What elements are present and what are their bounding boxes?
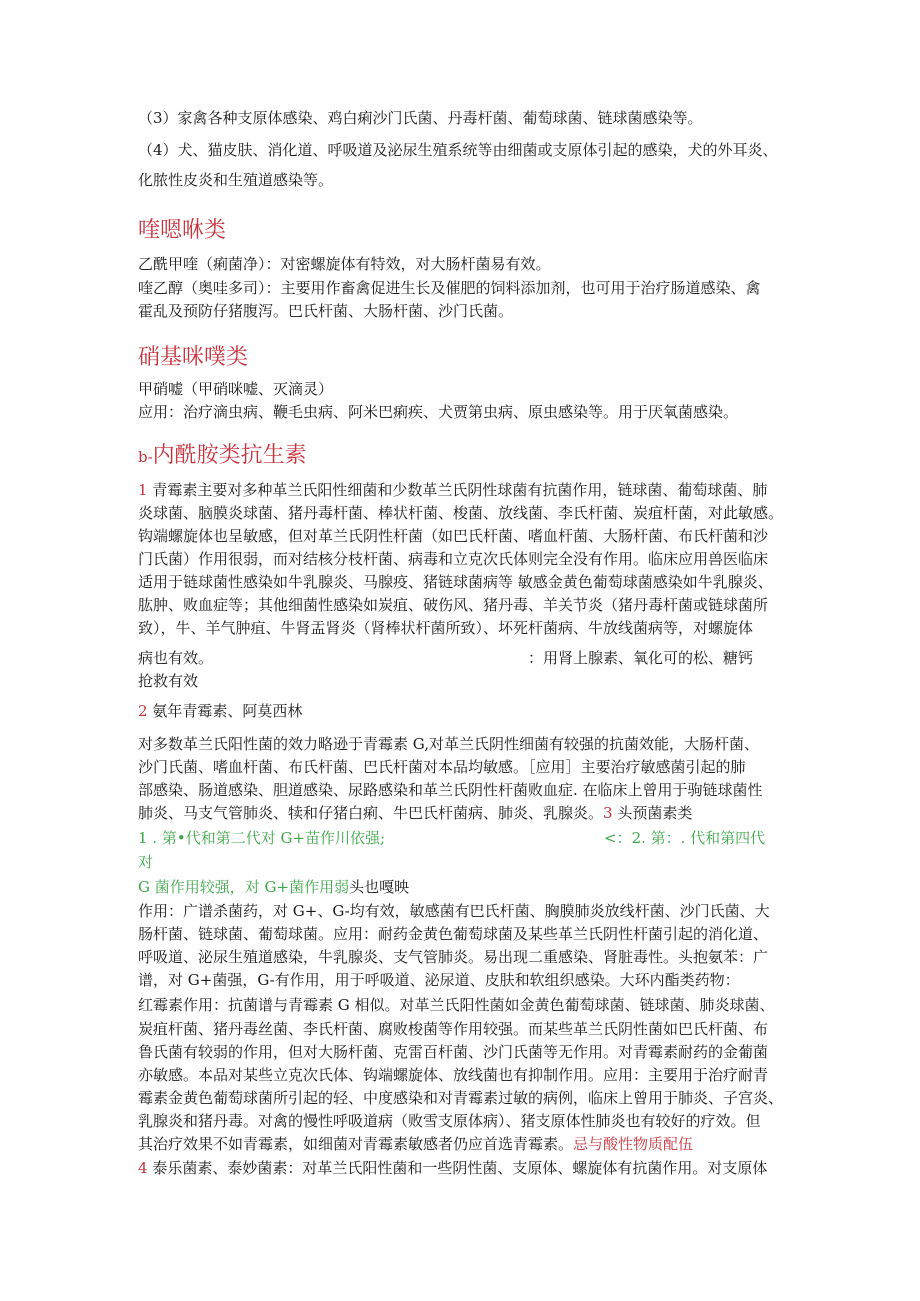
- erythromycin-line-6: 乳腺炎和猪丹毒。对禽的慢性呼吸道病（败雪支原体病）、猪支原体性肺炎也有较好的疗效。但: [138, 1112, 761, 1130]
- penicillin-line-5: 适用于链球菌性感染如牛乳腺炎、马腺疫、猪链球菌病等 敏感金黄色葡萄球菌感染如牛乳腺炎、: [138, 573, 773, 591]
- quinoxaline-line-2: 喹乙醇（奥哇多司）：主要用作畜禽促进生长及催肥的饲料添加剂，也可用于治疗肠道感染、禽: [138, 279, 761, 297]
- generation-line-3: [138, 876, 409, 899]
- warning-text: 忌与酸性物质配伍: [573, 1135, 694, 1153]
- heading-betalactam: [138, 438, 307, 469]
- ampicillin-line-1: 对多数革兰氏阳性菌的效力略逊于青霉素 G,对革兰氏阴性细菌有较强的抗菌效能，大肠杆菌、: [138, 735, 759, 753]
- quinoxaline-line-3: 霍乱及预防仔猪腹泻。巴氏杆菌、大肠杆菌、沙门氏菌。: [138, 302, 514, 320]
- intro-line-4-cont: 化脓性皮炎和生殖道感染等。: [138, 171, 334, 189]
- generation-tail: 头也嘎映: [349, 878, 410, 896]
- ampicillin-line-3: 部感染、肠道感染、胆道感染、尿路感染和革兰氏阴性杆菌败血症. 在临床上曾用于驹链球菌性: [138, 781, 763, 799]
- generation-line-1-right: <：2. 第：. 代和第四代: [604, 829, 766, 847]
- heading-nitroimidazole: 硝基咪噗类: [138, 345, 249, 370]
- penicillin-line-3: 钩端螺旋体也呈敏感，但对革兰氏阴性杆菌（如巴氏杆菌、嗜血杆菌、大肠杆菌、布氏杆菌和沙: [138, 527, 769, 545]
- erythromycin-line-3: 鲁氏菌有较弱的作用，但对大肠杆菌、克雷百杆菌、沙门氏菌等无作用。对青霉素耐药的金葡菌: [138, 1043, 769, 1061]
- ceph-line-3: 呼吸道、泌尿生殖道感染，牛乳腺炎、支气管肺炎。易出现二重感染、肾脏毒性。头抱氨苯：广: [138, 948, 769, 966]
- ceph-line-1: 作用：广谱杀菌药，对 G+、G-均有效，敏感菌有巴氏杆菌、胸膜肺炎放线杆菌、沙门氏菌、大: [138, 902, 770, 920]
- heading-text: 内酰胺类抗生素: [152, 443, 307, 468]
- penicillin-text: 青霉素主要对多种革兰氏阳性细菌和少数革兰氏阴性球菌有抗菌作用，链球菌、葡萄球菌、肺: [152, 481, 768, 499]
- ampicillin-line-2: 沙门氏菌、嗜血杆菌、布氏杆菌、巴氏杆菌对本品均敏感。［应用］主要治疗敏感菌引起的肺: [138, 758, 746, 776]
- erythromycin-line-7: [138, 1133, 693, 1156]
- nitroimidazole-line-2: 应用：治疗滴虫病、鞭毛虫病、阿米巴痢疾、犬贾第虫病、原虫感染等。用于厌氧菌感染。: [138, 403, 739, 421]
- penicillin-line-6: 肱肿、败血症等；其他细菌性感染如炭疽、破伤风、猪丹毒、羊关节炎（猪丹毒杆菌或链球菌所: [138, 596, 769, 614]
- item-number: 3: [603, 804, 613, 822]
- ampicillin-title-text: 氨年青霉素、阿莫西林: [152, 702, 303, 720]
- erythromycin-line-5: 霉素金黄色葡萄球菌所引起的轻、中度感染和对青霉素过敏的病例，临床上曾用于肺炎、子宫炎、: [138, 1089, 784, 1107]
- tylosin-text: 泰乐菌素、泰妙菌素：对革兰氏阳性菌和一些阴性菌、支原体、螺旋体有抗菌作用。对支原体: [152, 1159, 768, 1177]
- penicillin-line-9: 抢救有效: [138, 672, 199, 690]
- penicillin-line-8: 病也有效。: [138, 649, 214, 667]
- heading-quinoxaline: 喹嗯咻类: [138, 218, 227, 243]
- penicillin-line-1: [138, 479, 767, 502]
- penicillin-line-7: 致），牛、羊气肿疽、牛肾盂肾炎（肾棒状杆菌所致）、坏死杆菌病、牛放线菌病等，对螺旋体: [138, 619, 754, 637]
- quinoxaline-line-1: 乙酰甲喹（痢菌净）：对密螺旋体有特效，对大肠杆菌易有效。: [138, 255, 551, 273]
- generation-line-2: 对: [138, 853, 154, 871]
- penicillin-line-4: 门氏菌）作用很弱，而对结核分枝杆菌、病毒和立克次氏体则完全没有作用。临床应用兽医临床: [138, 550, 769, 568]
- cephalosporin-title: 头预菌素类: [617, 804, 693, 822]
- intro-line-4: （4）犬、猫皮肤、消化道、呼吸道及泌尿生殖系统等由细菌或支原体引起的感染，犬的外耳炎、: [138, 141, 778, 159]
- generation-line-1: 1 . 第•代和第二代对 G+苗作川依强;: [138, 829, 386, 847]
- item-number: 1: [138, 481, 148, 499]
- erythromycin-line-2: 炭疽杆菌、猪丹毒丝菌、李氏杆菌、腐败梭菌等作用较强。而某些革兰氏阴性菌如巴氏杆菌、布: [138, 1020, 769, 1038]
- generation-text: G 菌作用较强，对 G+菌作用弱: [138, 878, 350, 896]
- tylosin-line-1: [138, 1157, 767, 1180]
- ampicillin-title: [138, 700, 302, 723]
- erythromycin-line-4: 亦敏感。本品对某些立克次氏体、钩端螺旋体、放线菌也有抑制作用。应用：主要用于治疗耐青: [138, 1066, 769, 1084]
- penicillin-line-2: 炎球菌、脑膜炎球菌、猪丹毒杆菌、棒状杆菌、梭菌、放线菌、李氏杆菌、炭疽杆菌，对此敏感。: [138, 504, 784, 522]
- item-number: 4: [138, 1159, 148, 1177]
- heading-prefix: b-: [138, 448, 153, 466]
- ceph-line-4: 谱，对 G+菌强，G-有作用，用于呼吸道、泌尿道、皮肤和软组织感染。大环内酯类药物：: [138, 971, 740, 989]
- ceph-line-2: 肠杆菌、链球菌、葡萄球菌。应用：耐药金黄色葡萄球菌及某些革兰氏阴性杆菌引起的消化道、: [138, 925, 769, 943]
- penicillin-line-8-right: ：用肾上腺素、氧化可的松、糖钙: [528, 649, 754, 667]
- erythromycin-text: 其治疗效果不如青霉素，如细菌对青霉素敏感者仍应首选青霉素。: [138, 1135, 574, 1153]
- item-number: 2: [138, 702, 148, 720]
- ampicillin-text: 肺炎、马支气管肺炎、犊和仔猪白痢、牛巴氏杆菌病、肺炎、乳腺炎。: [138, 804, 604, 822]
- erythromycin-line-1: 红霉素作用：抗菌谱与青霉素 G 相似。对革兰氏阳性菌如金黄色葡萄球菌、链球菌、肺炎球菌、: [138, 996, 775, 1014]
- nitroimidazole-line-1: 甲硝嘘（甲硝咪嘘、灭滴灵）: [138, 380, 334, 398]
- ampicillin-line-4: [138, 802, 692, 825]
- intro-line-3: （3）家禽各种支原体感染、鸡白痢沙门氏菌、丹毒杆菌、葡萄球菌、链球菌感染等。: [138, 109, 703, 127]
